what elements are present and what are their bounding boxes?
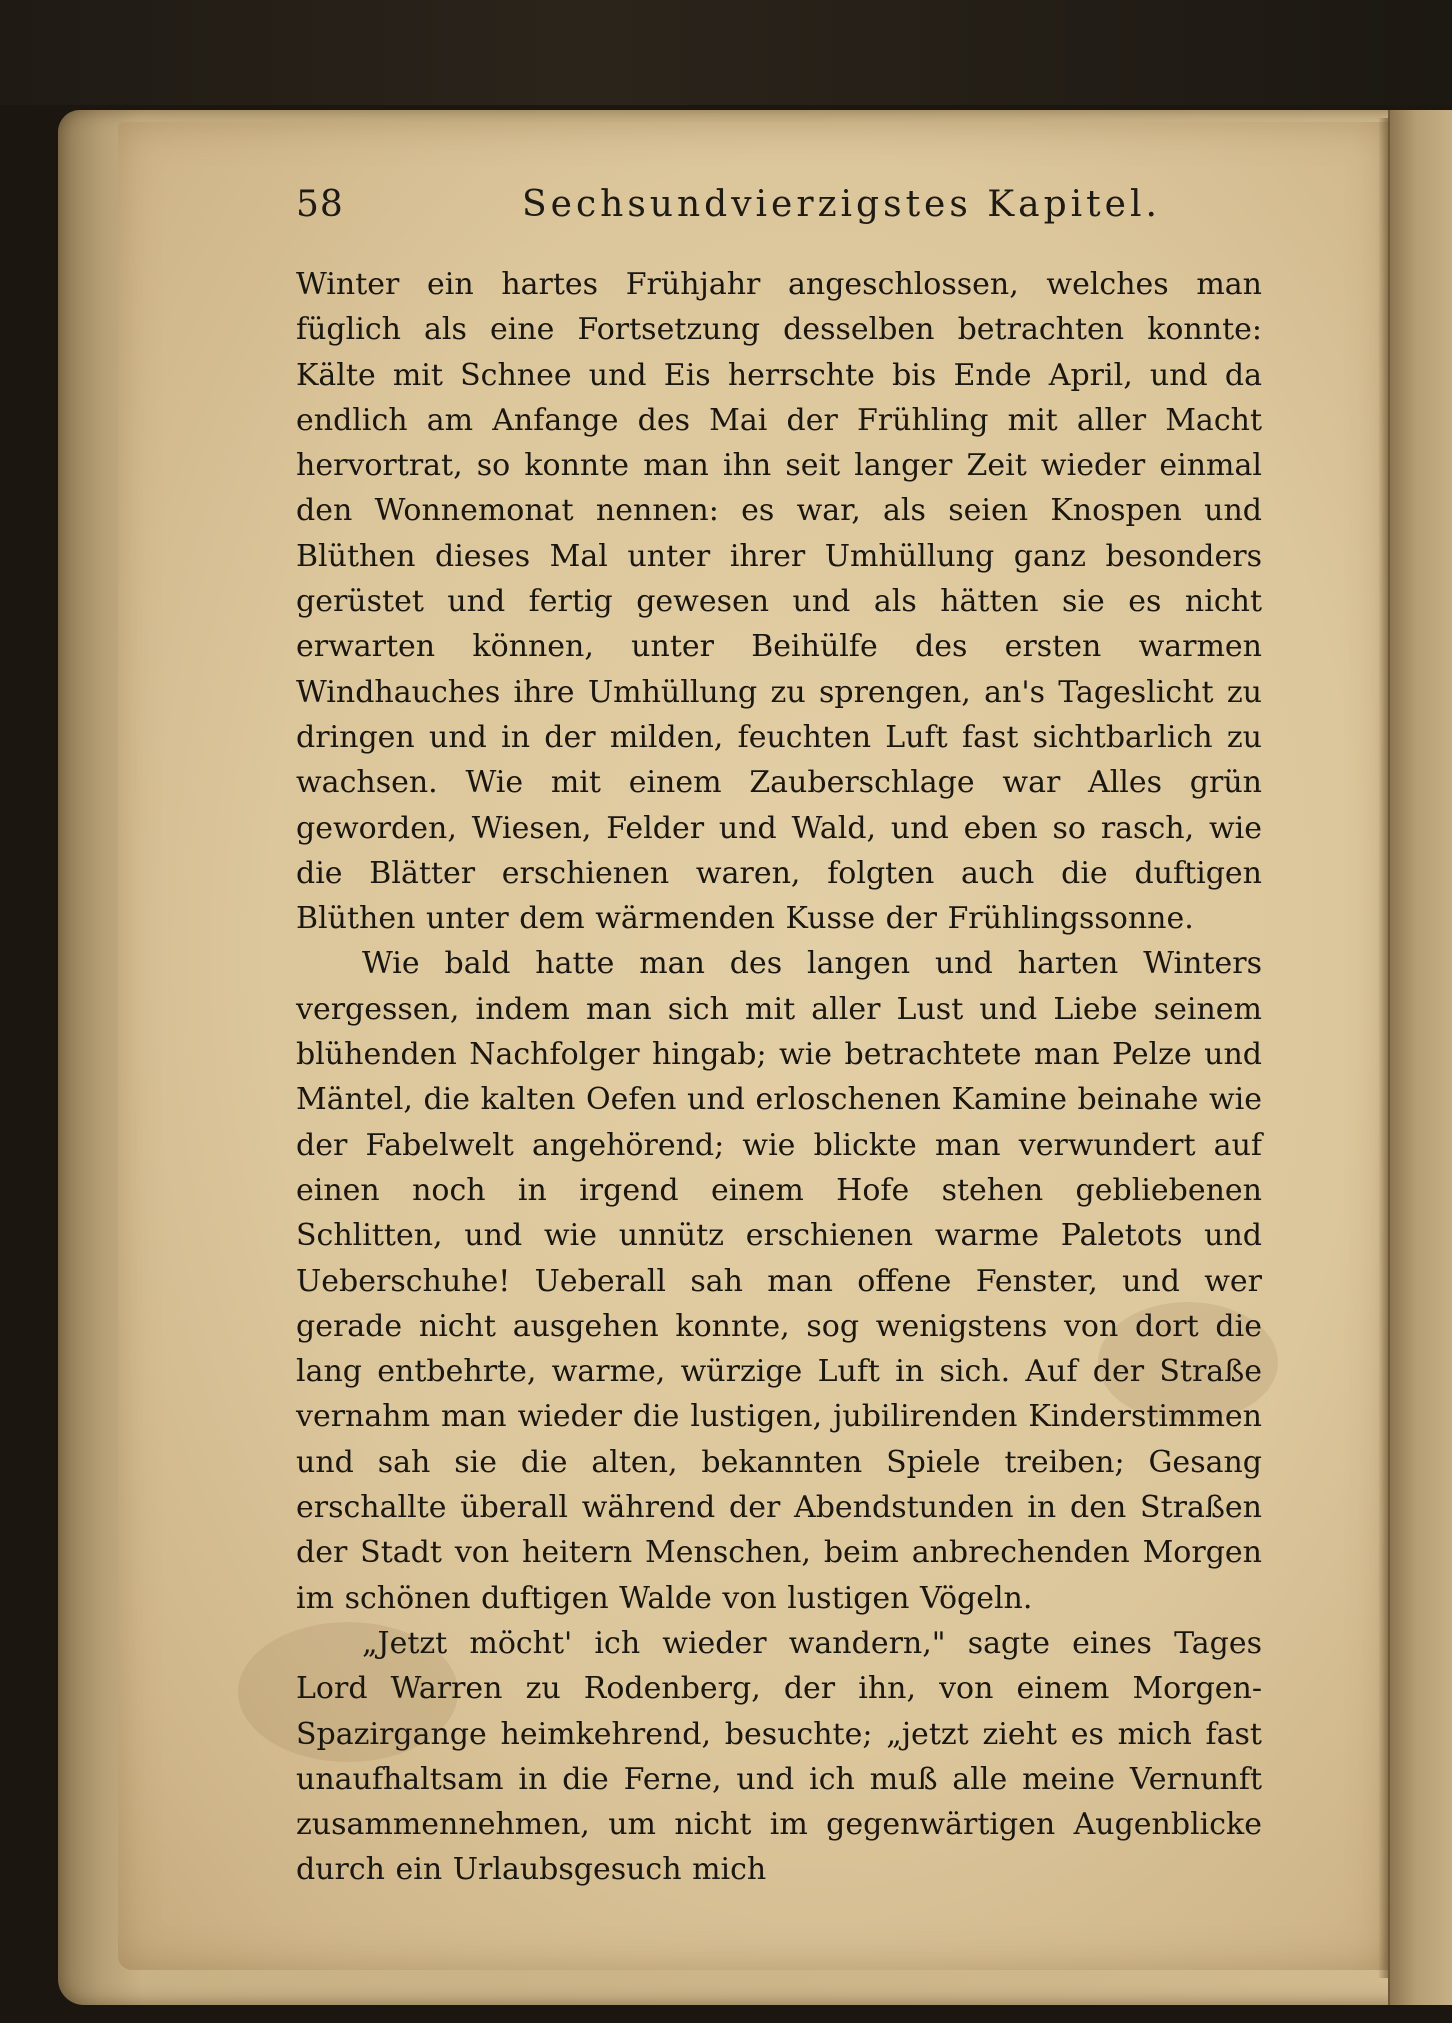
facing-page-edge bbox=[1388, 110, 1452, 2005]
page-number: 58 bbox=[296, 184, 344, 225]
paragraph-3: „Jetzt möcht' ich wieder wandern," sagte eines Tages Lord Warren zu Rodenberg, der ihn, von einem Morgen-Spazirgange heimkehrend, besuchte; „jetzt zieht es mich fast unaufhaltsam in die Ferne, und ich muß alle meine Vernunft zusammennehmen, um nicht im gegenwärtigen Augenblicke durch ein Urlaubsgesuch mich bbox=[296, 1625, 1262, 1888]
running-title: Sechsundvierzigstes Kapitel. bbox=[522, 184, 1161, 225]
page-header bbox=[296, 184, 1296, 240]
paragraph-1: Winter ein hartes Frühjahr angeschlossen, welches man füglich als eine Fortsetzung desselben betrachten konnte: Kälte mit Schnee und Eis herrschte bis Ende April, und da endlich am Anfange des Mai der Frühling mit aller Macht hervortrat, so konnte man ihn seit langer Zeit wieder einmal den Wonnemonat nennen: es war, als seien Knospen und Blüthen dieses Mal unter ihrer Umhüllung ganz besonders gerüstet und fertig gewesen und als hätten sie es nicht erwarten können, unter Beihülfe des ersten warmen Windhauches ihre Umhüllung zu sprengen, an's Tageslicht zu dringen und in der milden, feuchten Luft fast sichtbarlich zu wachsen. Wie mit einem Zauberschlage war Alles grün geworden, Wiesen, Felder und Wald, und eben so rasch, wie die Blätter erschienen waren, folgten auch die duftigen Blüthen unter dem wärmenden Kusse der Frühlingssonne. bbox=[296, 267, 1262, 937]
body-text bbox=[296, 262, 1262, 1893]
page-gutter bbox=[1378, 118, 1388, 1978]
paragraph-2: Wie bald hatte man des langen und harten Winters vergessen, indem man sich mit aller Lust und Liebe seinem blühenden Nachfolger hingab; wie betrachtete man Pelze und Mäntel, die kalten Oefen und erloschenen Kamine beinahe wie der Fabelwelt angehörend; wie blickte man verwundert auf einen noch in irgend einem Hofe stehen gebliebenen Schlitten, und wie unnütz erschienen warme Paletots und Ueberschuhe! Ueberall sah man offene Fenster, und wer gerade nicht ausgehen konnte, sog wenigstens von dort die lang entbehrte, warme, würzige Luft in sich. Auf der Straße vernahm man wieder die lustigen, jubilirenden Kinderstimmen und sah sie die alten, bekannten Spiele treiben; Gesang erschallte überall während der Abendstunden in den Straßen der Stadt von heitern Menschen, beim anbrechenden Morgen im schönen duftigen Walde von lustigen Vögeln. bbox=[296, 946, 1262, 1616]
